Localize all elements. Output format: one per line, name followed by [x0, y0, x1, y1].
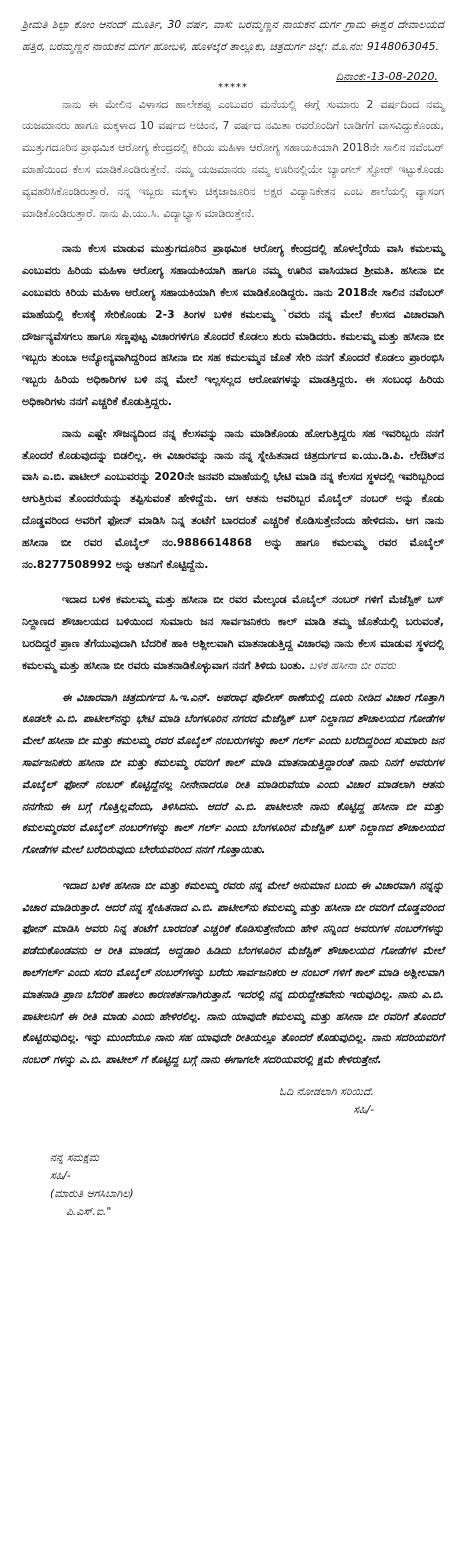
spacer	[22, 413, 444, 423]
spacer	[22, 224, 444, 238]
witness-designation-line: ಪಿ.ಎಸ್.ಐ."	[66, 1205, 112, 1219]
document-date: ದಿನಾಂಕ:-13-08-2020.	[335, 69, 438, 83]
paragraph-calls-received-text: ಇದಾದ ಬಳಿಕ ಕಮಲಮ್ಮ ಮತ್ತು ಹಸೀನಾ ಬೀ ರವರ ಮೇಲ್ಕಂಡ ಮೊಬೈಲ್ ನಂಬರ್ ಗಳಿಗೆ ಮೆಜೆಸ್ಟಿಕ್ ಬಸ್ ನಿಲ್ದಾಣದ ಶೌಚಾಲಯದ ಬಳಿಯಿಂದ ಸುಮಾರು ಜನ ಸಾರ್ವಜನಿಕರು ಕಾಲ್ ಮಾಡಿ ತಮ್ಮ ಜೊತೆಯಲ್ಲಿ ಬರುವಂತೆ, ಬರದಿದ್ದರೆ ಪ್ರಾಣ ತೆಗೆಯುವುದಾಗಿ ಬೆದರಿಕೆ ಹಾಕಿ ಅಶ್ಲೀಲವಾಗಿ ಮಾತನಾಡುತ್ತಿದ್ದ ವಿಚಾರವು ನಾನು ಕೆಲಸ ಮಾಡುವ ಸ್ಥಳದಲ್ಲಿ ಕಮಲಮ್ಮ ಮತ್ತು ಹಸೀನಾ ಬೀ ರವರು ಮಾತನಾಡಿಕೊಳ್ಳುವಾಗ ನನಗೆ ತಿಳಿದು ಬಂತು.	[22, 593, 444, 672]
separator-stars: *****	[218, 81, 248, 93]
paragraph-calls-received-tail: ಬಳಿಕ ಹಸೀನಾ ಬೀ ರವರು	[309, 658, 396, 672]
paragraph-calls-received	[22, 589, 444, 676]
witness-presence-line: ನನ್ನ ಸಮಕ್ಷಮ	[50, 1151, 100, 1165]
witness-block	[22, 1149, 444, 1221]
paragraph-introduction: ನಾನು ಈ ಮೇಲಿನ ವಿಳಾಸದ ಹಾಲೇಶಪ್ಪ ಎಂಬುವರ ಮನೆಯಲ್ಲಿ ಈಗ್ಗೆ ಸುಮಾರು 2 ವರ್ಷದಿಂದ ನಮ್ಮ ಯಜಮಾನರು ಹಾಗೂ ಮಕ್ಕಳಾದ 10 ವರ್ಷದ ಅಚಿಂನ, 7 ವರ್ಷದ ನಮಿತಾ ರವರೊಂದಿಗೆ ಬಾಡಿಗೆಗೆ ವಾಸವಿದ್ದುಕೊಂಡು, ಮುತ್ತುಗದೂರಿನ ಪ್ರಾಥಮಿಕ ಆರೋಗ್ಯ ಕೇಂದ್ರದಲ್ಲಿ ಕಿರಿಯ ಮಹಿಳಾ ಆರೋಗ್ಯ ಸಹಾಯಕಿಯಾಗಿ 2018ನೇ ಸಾಲಿನ ನವೆಂಬರ್ ಮಾಹೆಯಿಂದ ಕೆಲಸ ಮಾಡಿಕೊಂಡಿರುತ್ತೇನೆ. ನಮ್ಮ ಯಜಮಾನರು ನಮ್ಮ ಊರಿನಲ್ಲಿಯೇ ಬ್ಯಾಂಗಲ್ ಸ್ಟೋರ್ ಇಟ್ಟುಕೊಂಡು ವ್ಯವಹರಿಸಿಕೊಂಡಿರುತ್ತಾರೆ. ನನ್ನ ಇಬ್ಬರು ಮಕ್ಕಳು ಚಿಕ್ಕಜಾಜೂರಿನ ಅಕ್ಷರ ವಿದ್ಯಾನಿಕೇತನ ಎಂಬ ಶಾಲೆಯಲ್ಲಿ ವ್ಯಾಸಂಗ ಮಾಡಿಕೊಂಡಿರುತ್ತಾರೆ. ನಾನು ಪಿ.ಯು.ಸಿ. ವಿದ್ಯಾಭ್ಯಾಸ ಮಾಡಿರುತ್ತೇನೆ.	[22, 97, 444, 220]
spacer	[22, 677, 444, 687]
signature-line: ಸಹಿ/-	[353, 1103, 374, 1117]
paragraph-police-complaint: ಈ ವಿಚಾರವಾಗಿ ಚಿತ್ರದುರ್ಗದ ಸಿ.ಇ.ಎನ್. ಅಪರಾಧ ಪೊಲೀಸ್ ಠಾಣೆಯಲ್ಲಿ ದೂರು ನೀಡಿದ ವಿಚಾರ ಗೊತ್ತಾಗಿ ಕೂಡಲೇ ಎ.ಬಿ. ಪಾಟೀಲ್‌ನನ್ನು ಭೇಟಿ ಮಾಡಿ ಬೆಂಗಳೂರಿನ ನಗರದ ಮೆಜೆಸ್ಟಿಕ್ ಬಸ್ ನಿಲ್ದಾಣದ ಶೌಚಾಲಯದ ಗೋಡೆಗಳ ಮೇಲೆ ಹಸೀನಾ ಬೀ ಮತ್ತು ಕಮಲಮ್ಮ ರವರ ಮೊಬೈಲ್ ನಂಬರುಗಳನ್ನು ಕಾಲ್ ಗರ್ಲ್ ಎಂದು ಬರೆದಿದ್ದರಿಂದ ಸುಮಾರು ಜನ ಸಾರ್ವಜನಿಕರು ಹಸೀನಾ ಬೀ ಮತ್ತು ಕಮಲಮ್ಮ ರವರಿಗೆ ಕಾಲ್ ಮಾಡಿ ಮಾತನಾಡುತ್ತಿದ್ದಾರಂತೆ ನಾನು ನಿನಗೆ ಅವರುಗಳ ಮೊಬೈಲ್ ಫೋನ್ ನಂಬರ್ ಕೊಟ್ಟಿದ್ದೆನಲ್ಲ ನೀನೇನಾದರೂ ರೀತಿ ಮಾಡಿರುವೆಯಾ ಎಂದು ವಿಚಾರ ಮಾಡಲಾಗಿ ಆತನು ನನಗೇನು ಈ ಬಗ್ಗೆ ಗೊತ್ತಿಲ್ಲವೆಂದು, ತಿಳಿಸಿದನು. ಆದರೆ ಎ.ಬಿ. ಪಾಟೀಲನೇ ನಾನು ಕೊಟ್ಟಿದ್ದ ಹಸೀನಾ ಬೀ ಮತ್ತು ಕಮಲಮ್ಮರವರ ಮೊಬೈಲ್ ನಂಬರ್‌ಗಳನ್ನು ಕಾಲ್ ಗರ್ಲ್ ಎಂದು ಬೆಂಗಳೂರಿನ ಮೆಜೆಸ್ಟಿಕ್ ಬಸ್ ನಿಲ್ದಾಣದ ಶೌಚಾಲಯದ ಗೋಡೆಗಳ ಮೇಲೆ ಬರೆದಿರುವುದು ಬೇರೆಯವರಿಂದ ನನಗೆ ಗೊತ್ತಾಯಿತು.	[22, 690, 444, 857]
witness-name-line: (ಮಾರುತಿ ಆಗಸಿಬಾಗಿಲ)	[50, 1187, 134, 1201]
spacer	[22, 861, 444, 875]
paragraph-friend-contact: ನಾನು ಎಷ್ಟೇ ಸೌಜನ್ಯದಿಂದ ನನ್ನ ಕೆಲಸವನ್ನು ನಾನು ಮಾಡಿಕೊಂಡು ಹೋಗುತ್ತಿದ್ದರು ಸಹ ಇವರಿಬ್ಬರು ನನಗೆ ತೊಂದರೆ ಕೊಡುವುದನ್ನು ಬಿಡಲಿಲ್ಲ. ಈ ವಿಚಾರವನ್ನು ನಾನು ನನ್ನ ಸ್ನೇಹಿತನಾದ ಚಿತ್ರದುರ್ಗದ ಐ.ಯು.ಡಿ.ಪಿ. ಲೇಔಟ್‌ನ ವಾಸಿ ಎ.ಬಿ. ಪಾಟೀಲ್ ಎಂಬುವರನ್ನು 2020ನೇ ಜನವರಿ ಮಾಹೆಯಲ್ಲಿ ಭೇಟಿ ಮಾಡಿ ನನ್ನ ಕೆಲಸದ ಸ್ಥಳದಲ್ಲಿ ಇವರಿಬ್ಬರಿಂದ ಆಗುತ್ತಿರುವ ತೊಂದರೆಯನ್ನು ತಪ್ಪಿಸುವಂತೆ ಹೇಳಿದ್ದೆನು. ಆಗ ಆತನು ಅವರಿಬ್ಬರ ಮೊಬೈಲ್ ನಂಬರ್ ಅನ್ನು ಕೊಡು ದೊಡ್ಡವರಿಂದ ಅವರಿಗೆ ಫೋನ್ ಮಾಡಿಸಿ ನಿನ್ನ ತಂಟೆಗೆ ಬಾರದಂತೆ ಎಚ್ಚರಿಕೆ ಕೊಡಿಸುತ್ತೇನೆಂದು ಹೇಳಿದನು. ಆಗ ನಾನು ಹಸೀನಾ ಬೀ ರವರ ಮೊಬೈಲ್ ನಂ.9886614868 ಅನ್ನು ಹಾಗೂ ಕಮಲಮ್ಮ ರವರ ಮೊಬೈಲ್ ನಂ.8277508992 ಅನ್ನು ಆತನಿಗೆ ಕೊಟ್ಟಿದ್ದೆನು.	[22, 426, 444, 571]
complainant-header: ಶ್ರೀಮತಿ ಶಿಲ್ಪಾ ಕೋಂ ಆನಂದ್ ಮೂರ್ತಿ, 30 ವರ್ಷ, ವಾಸ: ಬರಮ್ಮಣ್ಣನ ನಾಯಕನ ದುರ್ಗ ಗ್ರಾಮ ಈಶ್ವರ ದೇವಾಲಯದ ಹತ್ತಿರ, ಬರಮ್ಮಣ್ಣನ ನಾಯಕನ ದುರ್ಗ ಹೋಬಳಿ, ಹೊಳಲ್ಕೆರೆ ತಾಲ್ಲೂಕು, ಚಿತ್ರದುರ್ಗ ಜಿಲ್ಲೆ: ಮೊ.ನಂ: 9148063045.	[22, 18, 444, 53]
signature-block	[22, 1083, 444, 1119]
spacer	[22, 575, 444, 589]
paragraph-apology: ಇದಾದ ಬಳಿಕ ಹಸೀನಾ ಬೀ ಮತ್ತು ಕಮಲಮ್ಮ ರವರು ನನ್ನ ಮೇಲೆ ಅನುಮಾನ ಬಂದು ಈ ವಿಚಾರವಾಗಿ ನನ್ನನ್ನು ವಿಚಾರ ಮಾಡಿರುತ್ತಾರೆ. ಆದರೆ ನನ್ನ ಸ್ನೇಹಿತನಾದ ಎ.ಬಿ. ಪಾಟೀಲ್‌ನು ಕಮಲಮ್ಮ ಮತ್ತು ಹಸೀನಾ ಬೀ ರವರಿಗೆ ದೊಡ್ಡವರಿಂದ ಫೋನ್ ಮಾಡಿಸಿ ಅವರು ನಿನ್ನ ತಂಟೆಗೆ ಬಾರದಂತೆ ಎಚ್ಚರಿಕೆ ಕೊಡಿಸುತ್ತೇನೆಂದು ಹೇಳಿ ನನ್ನಿಂದ ಅವರುಗಳ ನಂಬರ್‌ಗಳನ್ನು ಪಡೆದುಕೊಂಡವನು ಆ ರೀತಿ ಮಾಡದೆ, ಅದ್ದಡಾರಿ ಹಿಡಿದು ಬೆಂಗಳೂರಿನ ಮೆಜೆಸ್ಟಿಕ್ ಶೌಚಾಲಯದ ಗೋಡೆಗಳ ಮೇಲೆ ಕಾಲ್‌ಗರ್ಲ್ ಎಂದು ಸದರಿ ಮೊಬೈಲ್ ನಂಬರ್‌ಗಳನ್ನು ಬರೆದು ಸಾರ್ವಜನಿಕರು ಆ ನಂಬರ್ ಗಳಿಗೆ ಕಾಲ್ ಮಾಡಿ ಅಶ್ಲೀಲವಾಗಿ ಮಾತನಾಡಿ ಪ್ರಾಣ ಬೆದರಿಕೆ ಹಾಕಲು ಕಾರಣಕರ್ತನಾಗಿರುತ್ತಾನೆ. ಇದರಲ್ಲಿ ನನ್ನ ದುರುದ್ದೇಶವೇನು ಇರುವುದಿಲ್ಲ. ನಾನು ಎ.ಬಿ. ಪಾಟೀಲನಿಗೆ ಈ ರೀತಿ ಮಾಡು ಎಂದು ಹೇಳಿರಲಿಲ್ಲ. ನಾನು ಯಾವುದೇ ಕಮಲಮ್ಮ ಮತ್ತು ಹಸೀನಾ ಬೀ ರವರಿಗೆ ತೊಂದರೆ ಕೊಟ್ಟಿರುವುದಿಲ್ಲ. ಇನ್ನು ಮುಂದೆಯೂ ನಾನು ಸಹ ಯಾವುದೇ ರೀತಿಯಲ್ಲೂ ತೊಂದರೆ ಕೊಡುವುದಿಲ್ಲ. ನಾನು ಸದರಿಯವರಿಗೆ ನಂಬರ್ ಗಳನ್ನು ಎ.ಬಿ. ಪಾಟೀಲ್ ಗೆ ಕೊಟ್ಟಿದ್ದ ಬಗ್ಗೆ ನಾನು ಈಗಾಗಲೇ ಸದರಿಯವರಲ್ಲಿ ಕ್ಷಮೆ ಕೇಳಿರುತ್ತೇನೆ.	[22, 878, 444, 1067]
signature-verified-line: ಓದಿ ನೋಡಲಾಗಿ ಸರಿಯಿದೆ.	[279, 1085, 374, 1099]
paragraph-workplace: ನಾನು ಕೆಲಸ ಮಾಡುವ ಮುತ್ತುಗದೂರಿನ ಪ್ರಾಥಮಿಕ ಆರೋಗ್ಯ ಕೇಂದ್ರದಲ್ಲಿ ಹೊಳಲ್ಕೆರೆಯ ವಾಸಿ ಕಮಲಮ್ಮ ಎಂಬುವರು ಹಿರಿಯ ಮಹಿಳಾ ಆರೋಗ್ಯ ಸಹಾಯಕಿಯಾಗಿ ಹಾಗೂ ನಮ್ಮ ಊರಿನ ವಾಸಿಯಾದ ಶ್ರೀಮತಿ. ಹಸೀನಾ ಬೀ ಎಂಬುವರು ಕಿರಿಯ ಮಹಿಳಾ ಆರೋಗ್ಯ ಸಹಾಯಕಿಯಾಗಿ ಕೆಲಸ ಮಾಡಿಕೊಂಡಿದ್ದರು. ನಾನು 2018ನೇ ಸಾಲಿನ ನವೆಂಬರ್ ಮಾಹೆಯಲ್ಲಿ ಕೆಲಸಕ್ಕೆ ಸೇರಿಕೊಂಡು 2-3 ತಿಂಗಳ ಬಳಿಕ ಕಮಲಮ್ಮ `ರವರು ನನ್ನ ಮೇಲೆ ಕೆಲಸದ ವಿಚಾರವಾಗಿ ದೌರ್ಜನ್ಯವೆಸಗಲು ಹಾಗೂ ಸಣ್ಣಪುಟ್ಟ ವಿಚಾರಗಳಿಗೂ ತೊಂದರೆ ಕೊಡಲು ಶುರು ಮಾಡಿದರು. ಕಮಲಮ್ಮ ಮತ್ತು ಹಸೀನಾ ಬೀ ಇಬ್ಬರು ತುಂಬಾ ಅನ್ಯೋನ್ಯವಾಗಿದ್ದರಿಂದ ಹಸೀನಾ ಬೀ ಸಹ ಕಮಲಮ್ಮನ ಜೊತೆ ಸೇರಿ ನನಗೆ ತೊಂದರೆ ಕೊಡಲು ಪ್ರಾರಂಭಿಸಿ ಇಬ್ಬರು ಹಿರಿಯ ಅಧಿಕಾರಿಗಳ ಬಳಿ ನನ್ನ ಮೇಲೆ ಇಲ್ಲಸಲ್ಲದ ಆರೋಪಗಳನ್ನು ಮಾಡತ್ತಿದ್ದರು. ಈ ಸಂಬಂಧ ಹಿರಿಯ ಅಧಿಕಾರಿಗಳು ನನಗೆ ಎಚ್ಚರಿಕೆ ಕೊಡುತ್ತಿದ್ದರು.	[22, 242, 444, 408]
witness-signature-line: ಸಹಿ/-	[50, 1169, 71, 1183]
